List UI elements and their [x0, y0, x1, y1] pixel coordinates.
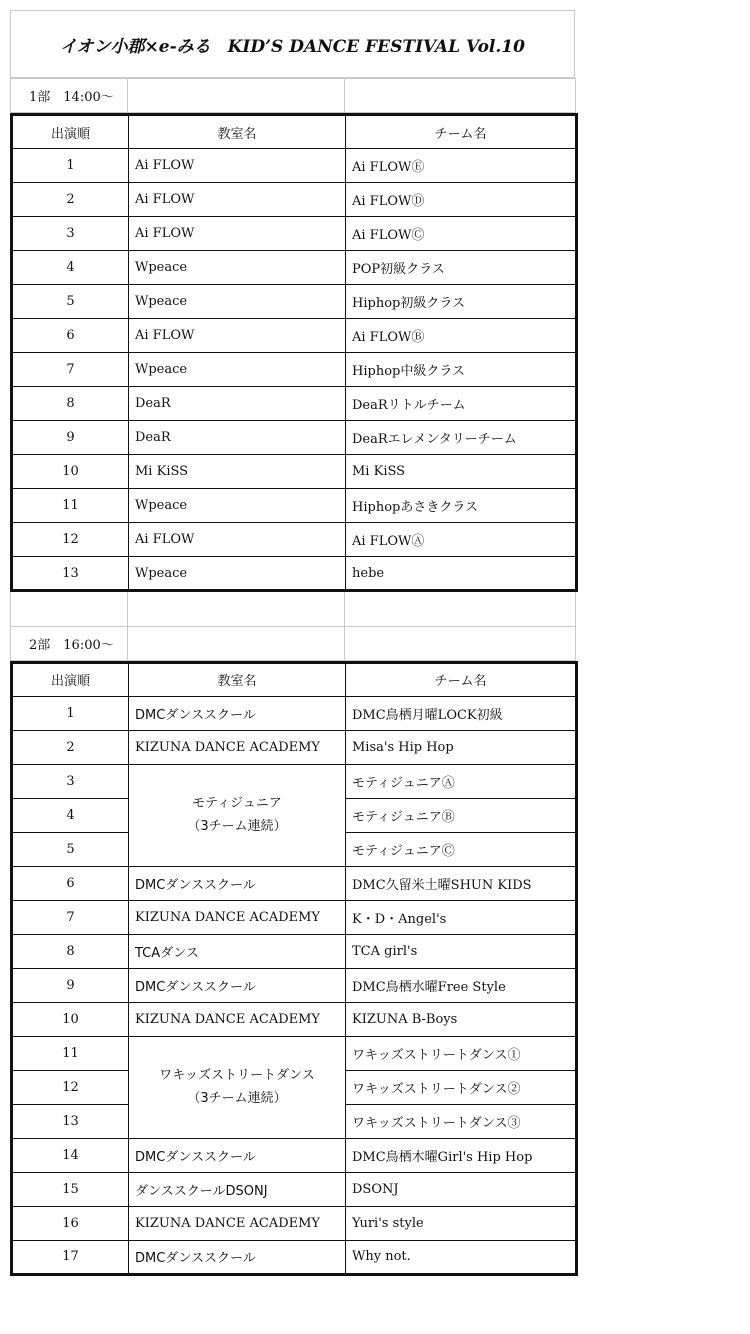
order-cell: 2 [12, 730, 129, 764]
table-row [12, 1240, 577, 1274]
table-row [12, 183, 577, 217]
part2-table [10, 661, 578, 1276]
school-cell: KIZUNA DANCE ACADEMY [129, 1206, 346, 1240]
order-cell: 12 [12, 523, 129, 557]
order-cell: 5 [12, 285, 129, 319]
school-cell: Wpeace [129, 251, 346, 285]
school-cell: ダンススクールDSONJ [129, 1172, 346, 1206]
table-row [12, 934, 577, 968]
school-cell: Mi KiSS [129, 455, 346, 489]
header-school: 教室名 [129, 115, 346, 149]
team-cell: hebe [346, 557, 577, 591]
team-cell: K・D・Angel's [346, 900, 577, 934]
team-cell: DeaRエレメンタリーチーム [346, 421, 577, 455]
table-row [12, 1002, 577, 1036]
order-cell: 15 [12, 1172, 129, 1206]
table-row [12, 696, 577, 730]
order-cell: 17 [12, 1240, 129, 1274]
school-cell: Ai FLOW [129, 523, 346, 557]
table-row [12, 900, 577, 934]
table-row [12, 353, 577, 387]
school-cell: DeaR [129, 421, 346, 455]
order-cell: 6 [12, 866, 129, 900]
school-cell-merged [129, 1036, 346, 1138]
team-cell: Ai FLOWⒺ [346, 149, 577, 183]
team-cell: POP初級クラス [346, 251, 577, 285]
team-cell: ワキッズストリートダンス② [346, 1070, 577, 1104]
order-cell: 1 [12, 696, 129, 730]
order-cell: 8 [12, 934, 129, 968]
team-cell: Hiphopあさきクラス [346, 489, 577, 523]
school-name: ワキッズストリートダンス [159, 1068, 315, 1083]
order-cell: 4 [12, 251, 129, 285]
team-cell: Why not. [346, 1240, 577, 1274]
team-cell: Hiphop初級クラス [346, 285, 577, 319]
table-row [12, 866, 577, 900]
team-cell: DMC鳥栖水曜Free Style [346, 968, 577, 1002]
team-cell: ワキッズストリートダンス① [346, 1036, 577, 1070]
order-cell: 14 [12, 1138, 129, 1172]
school-cell: DMCダンススクール [129, 696, 346, 730]
team-cell: Ai FLOWⒷ [346, 319, 577, 353]
school-note: （3チーム連続） [187, 1091, 287, 1106]
team-cell: TCA girl's [346, 934, 577, 968]
table-row [12, 489, 577, 523]
school-name: モティジュニア [192, 796, 282, 811]
team-cell: モティジュニアⒷ [346, 798, 577, 832]
school-cell: Wpeace [129, 353, 346, 387]
order-cell: 9 [12, 421, 129, 455]
team-cell: DMC鳥栖木曜Girl's Hip Hop [346, 1138, 577, 1172]
order-cell: 8 [12, 387, 129, 421]
order-cell: 11 [12, 1036, 129, 1070]
team-cell: DMC鳥栖月曜LOCK初級 [346, 696, 577, 730]
order-cell: 11 [12, 489, 129, 523]
school-cell: Wpeace [129, 557, 346, 591]
part1-label: 1部 14:00〜 [11, 79, 128, 113]
order-cell: 5 [12, 832, 129, 866]
team-cell: モティジュニアⒶ [346, 764, 577, 798]
school-cell: Ai FLOW [129, 149, 346, 183]
order-cell: 7 [12, 353, 129, 387]
table-row [12, 523, 577, 557]
table-row [12, 319, 577, 353]
team-cell: DSONJ [346, 1172, 577, 1206]
order-cell: 10 [12, 455, 129, 489]
school-cell: DMCダンススクール [129, 1138, 346, 1172]
table-row [12, 557, 577, 591]
header-order: 出演順 [12, 662, 129, 696]
school-cell: KIZUNA DANCE ACADEMY [129, 730, 346, 764]
table-row [12, 1036, 577, 1070]
header-order: 出演順 [12, 115, 129, 149]
part2-label: 2部 16:00〜 [11, 626, 128, 660]
school-cell: DMCダンススクール [129, 1240, 346, 1274]
order-cell: 3 [12, 764, 129, 798]
order-cell: 4 [12, 798, 129, 832]
table-row [12, 455, 577, 489]
part2-header-row [12, 662, 577, 696]
table-row [12, 968, 577, 1002]
school-cell: KIZUNA DANCE ACADEMY [129, 900, 346, 934]
table-row [12, 387, 577, 421]
table-row [12, 421, 577, 455]
school-cell: DeaR [129, 387, 346, 421]
team-cell: KIZUNA B-Boys [346, 1002, 577, 1036]
table-row [12, 285, 577, 319]
order-cell: 13 [12, 1104, 129, 1138]
school-cell: Ai FLOW [129, 217, 346, 251]
school-cell: Wpeace [129, 489, 346, 523]
school-cell: TCAダンス [129, 934, 346, 968]
table-row [12, 149, 577, 183]
table-row [12, 1138, 577, 1172]
order-cell: 6 [12, 319, 129, 353]
header-team: チーム名 [346, 115, 577, 149]
team-cell: Hiphop中級クラス [346, 353, 577, 387]
order-cell: 2 [12, 183, 129, 217]
festival-title: イオン小郡×e-みる KID’S DANCE FESTIVAL Vol.10 [10, 10, 575, 78]
team-cell: Ai FLOWⒹ [346, 183, 577, 217]
team-cell: Misa's Hip Hop [346, 730, 577, 764]
part1-header-row [12, 115, 577, 149]
school-cell: DMCダンススクール [129, 968, 346, 1002]
team-cell: Mi KiSS [346, 455, 577, 489]
order-cell: 9 [12, 968, 129, 1002]
school-cell-merged [129, 764, 346, 866]
team-cell: Yuri's style [346, 1206, 577, 1240]
table-row [12, 251, 577, 285]
table-row [12, 730, 577, 764]
school-cell: DMCダンススクール [129, 866, 346, 900]
table-row [12, 764, 577, 798]
part2-label-rows [10, 592, 576, 661]
school-note: （3チーム連続） [187, 819, 287, 834]
team-cell: Ai FLOWⒸ [346, 217, 577, 251]
order-cell: 10 [12, 1002, 129, 1036]
school-cell: Wpeace [129, 285, 346, 319]
team-cell: ワキッズストリートダンス③ [346, 1104, 577, 1138]
school-cell: KIZUNA DANCE ACADEMY [129, 1002, 346, 1036]
order-cell: 7 [12, 900, 129, 934]
team-cell: DeaRリトルチーム [346, 387, 577, 421]
table-row [12, 1172, 577, 1206]
header-team: チーム名 [346, 662, 577, 696]
school-cell: Ai FLOW [129, 183, 346, 217]
order-cell: 1 [12, 149, 129, 183]
part1-label-row [10, 78, 576, 113]
order-cell: 16 [12, 1206, 129, 1240]
order-cell: 13 [12, 557, 129, 591]
table-row [12, 1206, 577, 1240]
team-cell: モティジュニアⒸ [346, 832, 577, 866]
order-cell: 3 [12, 217, 129, 251]
team-cell: Ai FLOWⒶ [346, 523, 577, 557]
part1-table [10, 113, 578, 592]
schedule-sheet [10, 10, 575, 1276]
order-cell: 12 [12, 1070, 129, 1104]
table-row [12, 217, 577, 251]
header-school: 教室名 [129, 662, 346, 696]
school-cell: Ai FLOW [129, 319, 346, 353]
team-cell: DMC久留米土曜SHUN KIDS [346, 866, 577, 900]
